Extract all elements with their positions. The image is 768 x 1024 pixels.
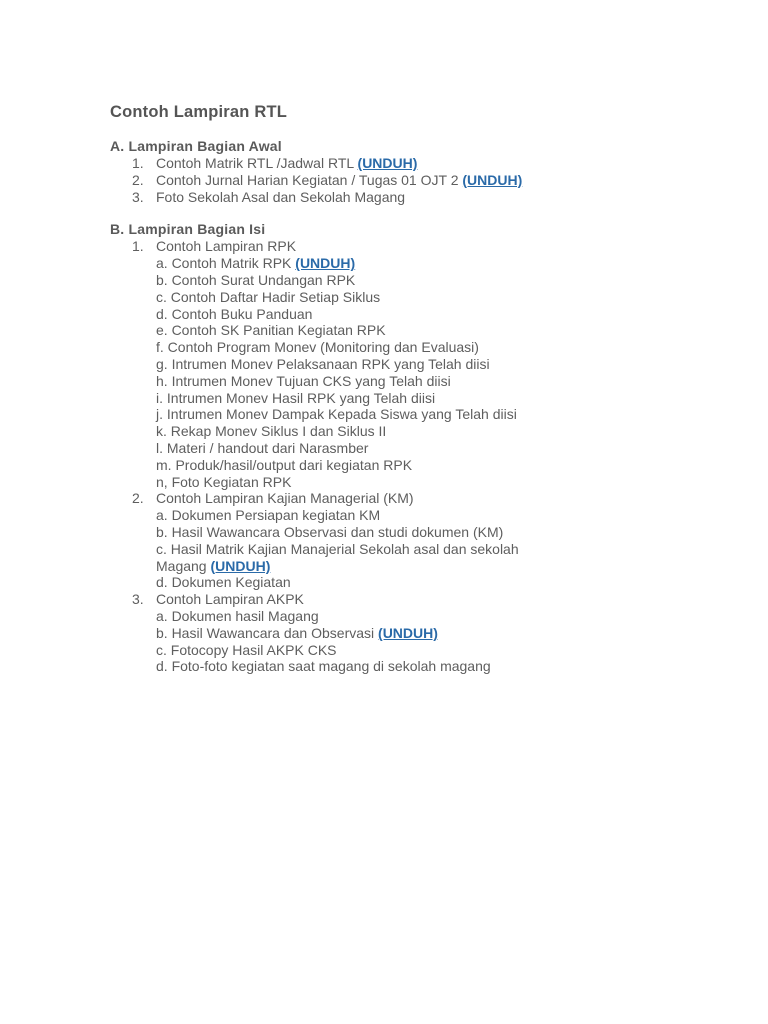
item-text: Contoh Lampiran Kajian Managerial (KM) — [156, 490, 414, 507]
page-title: Contoh Lampiran RTL — [110, 103, 288, 121]
sub-item — [156, 558, 730, 575]
sub-item: b. Contoh Surat Undangan RPK — [156, 271, 356, 288]
list-item — [110, 189, 730, 206]
sub-item: j. Intrumen Monev Dampak Kepada Siswa yang Telah diisi — [156, 406, 517, 423]
list-item — [110, 490, 730, 591]
sub-item-text: Magang — [156, 557, 211, 574]
item-number: 1. — [132, 238, 144, 255]
unduh-link[interactable]: (UNDUH) — [462, 171, 523, 188]
item-text: Contoh Lampiran RPK — [156, 238, 297, 255]
list-item — [110, 238, 730, 490]
sub-item: d. Dokumen Kegiatan — [156, 574, 291, 591]
item-text: Contoh Matrik RTL /Jadwal RTL — [156, 155, 358, 171]
sub-item: c. Fotocopy Hasil AKPK CKS — [156, 641, 337, 658]
sub-item: c. Hasil Matrik Kajian Manajerial Sekolah asal dan sekolah — [156, 540, 519, 557]
document-page — [110, 100, 730, 675]
item-number: 2. — [132, 490, 144, 507]
sub-item: n, Foto Kegiatan RPK — [156, 473, 292, 490]
item-text: Contoh Jurnal Harian Kegiatan / Tugas 01 OJT 2 — [156, 171, 463, 188]
sub-item-text: a. Contoh Matrik RPK — [156, 255, 296, 272]
sub-item-text: b. Hasil Wawancara dan Observasi — [156, 624, 379, 641]
list-item — [110, 591, 730, 675]
sub-item: a. Dokumen hasil Magang — [156, 607, 319, 624]
sub-item: l. Materi / handout dari Narasmber — [156, 439, 369, 456]
item-number: 3. — [132, 591, 144, 608]
unduh-link[interactable]: (UNDUH) — [357, 155, 418, 171]
section-b-heading: B. Lampiran Bagian Isi — [110, 221, 266, 238]
sub-item — [156, 625, 730, 642]
unduh-link[interactable]: (UNDUH) — [378, 624, 438, 641]
section-b-list — [110, 238, 730, 675]
sub-item: d. Foto-foto kegiatan saat magang di sekolah magang — [156, 658, 491, 675]
section-a-heading: A. Lampiran Bagian Awal — [110, 138, 282, 154]
item-number: 3. — [132, 188, 144, 205]
sub-item: d. Contoh Buku Panduan — [156, 305, 313, 322]
sub-item: g. Intrumen Monev Pelaksanaan RPK yang Telah diisi — [156, 355, 490, 372]
sub-item: i. Intrumen Monev Hasil RPK yang Telah diisi — [156, 389, 436, 406]
sub-item: f. Contoh Program Monev (Monitoring dan Evaluasi) — [156, 339, 479, 356]
sub-item: e. Contoh SK Panitian Kegiatan RPK — [156, 322, 386, 339]
sub-item: b. Hasil Wawancara Observasi dan studi dokumen (KM) — [156, 523, 504, 540]
sub-item: m. Produk/hasil/output dari kegiatan RPK — [156, 456, 413, 473]
list-item — [110, 172, 730, 189]
item-number: 1. — [132, 155, 144, 171]
item-text: Contoh Lampiran AKPK — [156, 591, 304, 608]
unduh-link[interactable]: (UNDUH) — [210, 557, 271, 574]
unduh-link[interactable]: (UNDUH) — [295, 255, 356, 272]
section-a-list — [110, 155, 730, 205]
sub-item: a. Dokumen Persiapan kegiatan KM — [156, 507, 381, 524]
item-number: 2. — [132, 171, 144, 188]
list-item — [110, 155, 730, 172]
sub-item: k. Rekap Monev Siklus I dan Siklus II — [156, 423, 387, 440]
item-text: Foto Sekolah Asal dan Sekolah Magang — [156, 188, 406, 205]
sub-item — [156, 255, 730, 272]
sub-item: c. Contoh Daftar Hadir Setiap Siklus — [156, 288, 381, 305]
sub-item: h. Intrumen Monev Tujuan CKS yang Telah diisi — [156, 372, 451, 389]
